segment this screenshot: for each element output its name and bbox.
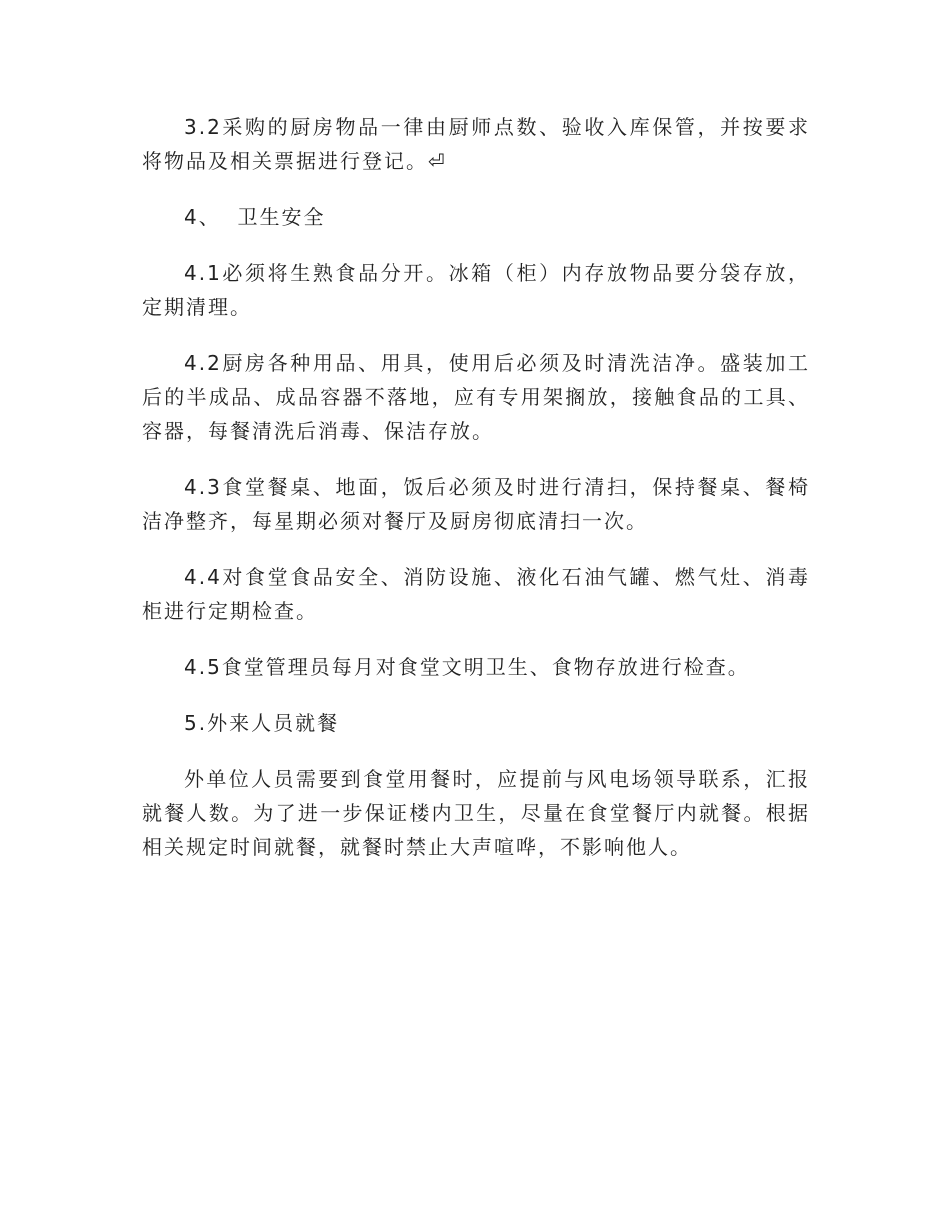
section-heading-4: 4、 卫生安全 xyxy=(184,205,326,229)
paragraph-4-2: 4.2厨房各种用品、用具，使用后必须及时清洗洁净。盛装加工后的半成品、成品容器不落地，应有专用架搁放，接触食品的工具、容器，每餐清洗后消毒、保洁存放。 xyxy=(142,351,810,443)
paragraph-4-4: 4.4对食堂食品安全、消防设施、液化石油气罐、燃气灶、消毒柜进行定期检查。 xyxy=(142,565,810,623)
document-body xyxy=(142,110,810,886)
section-heading-5: 5.外来人员就餐 xyxy=(184,711,340,735)
paragraph-5-body: 外单位人员需要到食堂用餐时，应提前与风电场领导联系，汇报就餐人数。为了进一步保证楼内卫生，尽量在食堂餐厅内就餐。根据相关规定时间就餐，就餐时禁止大声喧哗，不影响他人。 xyxy=(142,767,810,859)
paragraph-4-3: 4.3食堂餐桌、地面，饭后必须及时进行清扫，保持餐桌、餐椅洁净整齐，每星期必须对餐厅及厨房彻底清扫一次。 xyxy=(142,475,810,533)
paragraph-4-1: 4.1必须将生熟食品分开。冰箱（柜）内存放物品要分袋存放，定期清理。 xyxy=(142,261,810,319)
paragraph-4-5: 4.5食堂管理员每月对食堂文明卫生、食物存放进行检查。 xyxy=(184,655,750,679)
paragraph-3-2: 3.2采购的厨房物品一律由厨师点数、验收入库保管，并按要求将物品及相关票据进行登记。⏎ xyxy=(142,115,810,173)
